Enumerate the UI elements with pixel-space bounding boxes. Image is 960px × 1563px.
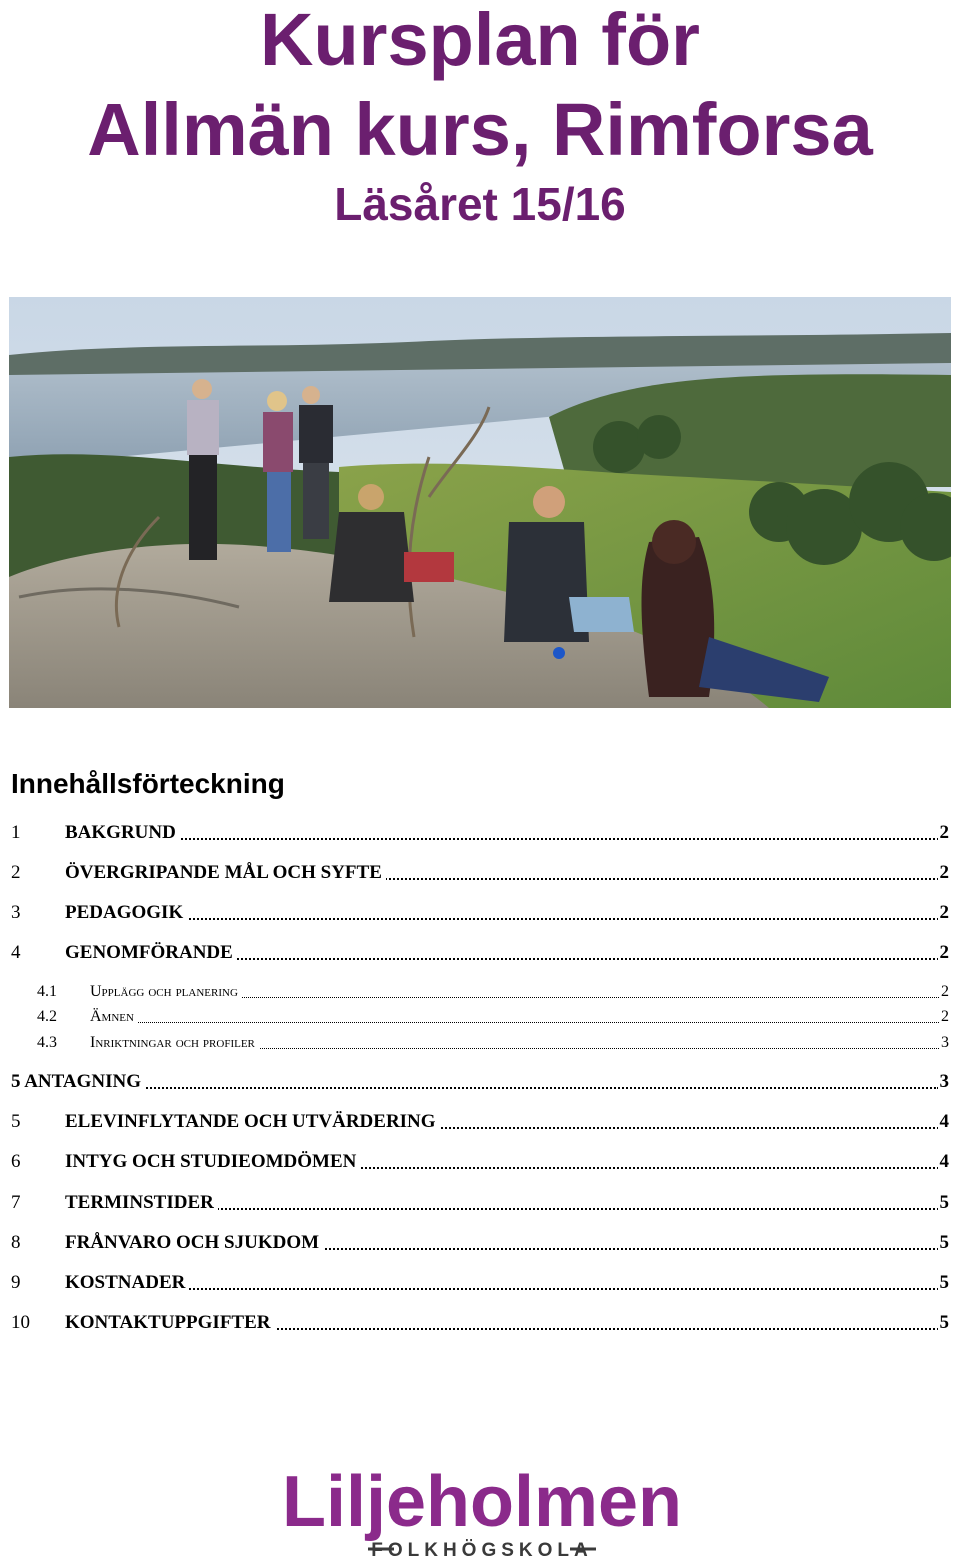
toc-entry-elevinflytande[interactable] [11, 1109, 949, 1135]
toc-label: TERMINSTIDER [65, 1190, 218, 1216]
toc-entry-pedagogik[interactable] [11, 900, 949, 926]
toc-number: 10 [11, 1312, 30, 1333]
toc-page: 2 [938, 900, 950, 926]
toc-page: 3 [938, 1069, 950, 1095]
toc-entry-bakgrund[interactable] [11, 820, 949, 846]
person-standing-1 [187, 379, 219, 560]
cover-photo [9, 297, 951, 708]
toc-number: 5 [11, 1111, 21, 1132]
toc-label: GENOMFÖRANDE [65, 940, 237, 966]
toc-page: 4 [938, 1109, 950, 1135]
toc-label: BAKGRUND [65, 820, 180, 846]
toc-label: ÖVERGRIPANDE MÅL OCH SYFTE [65, 860, 386, 886]
toc-label: INTYG OCH STUDIEOMDÖMEN [65, 1149, 360, 1175]
person-standing-3 [299, 386, 333, 539]
toc-page: 5 [938, 1230, 950, 1256]
liljeholmen-logo [272, 1462, 692, 1562]
logo-wordmark: Liljeholmen [281, 1462, 683, 1542]
toc-label: KONTAKTUPPGIFTER [65, 1310, 275, 1336]
toc-number: 4.2 [37, 1008, 57, 1025]
toc-heading: Innehållsförteckning [11, 768, 285, 799]
toc-number: 3 [11, 902, 21, 923]
toc-page: 5 [938, 1190, 950, 1216]
toc-number: 2 [11, 862, 21, 883]
toc-entry-inriktningar[interactable] [11, 1032, 949, 1054]
toc-entry-upplagg[interactable] [11, 981, 949, 1003]
toc-page: 2 [938, 940, 950, 966]
toc-entry-overgripande[interactable] [11, 860, 949, 886]
toc-page: 4 [938, 1149, 950, 1175]
person-standing-2 [263, 391, 293, 552]
toc-number: 4.3 [37, 1034, 57, 1051]
toc-number: 7 [11, 1192, 21, 1213]
subtitle: Läsåret 15/16 [334, 178, 626, 230]
toc-entry-kontaktuppgifter[interactable] [11, 1310, 949, 1336]
toc-page: 5 [938, 1270, 950, 1296]
toc-label: Ämnen [90, 1006, 138, 1028]
toc-number: 1 [11, 822, 21, 843]
toc-leader [11, 1087, 939, 1089]
toc-label: Upplägg och planering [90, 981, 242, 1003]
toc-entry-genomforande[interactable] [11, 940, 949, 966]
toc-page: 2 [938, 820, 950, 846]
toc-entry-terminstider[interactable] [11, 1190, 949, 1216]
toc-entry-franvaro[interactable] [11, 1230, 949, 1256]
toc-leader [65, 1288, 939, 1290]
toc-page: 2 [938, 860, 950, 886]
toc-page: 2 [939, 981, 949, 1003]
toc-leader [90, 1022, 939, 1023]
toc-label: KOSTNADER [65, 1270, 189, 1296]
toc-number: 8 [11, 1232, 21, 1253]
toc-number: 4.1 [37, 983, 57, 1000]
toc-number: 4 [11, 942, 21, 963]
toc-entry-intyg[interactable] [11, 1149, 949, 1175]
toc-label: 5 ANTAGNING [11, 1069, 145, 1095]
logo-tagline: FOLKHÖGSKOLA [371, 1540, 593, 1561]
toc-number: 6 [11, 1151, 21, 1172]
toc-page: 3 [939, 1032, 949, 1054]
toc-number: 9 [11, 1272, 21, 1293]
toc-entry-amnen[interactable] [11, 1006, 949, 1028]
toc-label: PEDAGOGIK [65, 900, 187, 926]
toc-page: 5 [938, 1310, 950, 1336]
toc-label: ELEVINFLYTANDE OCH UTVÄRDERING [65, 1109, 440, 1135]
toc-page: 2 [939, 1006, 949, 1028]
title-line-1: Kursplan för [260, 0, 700, 81]
toc-label: Inriktningar och profiler [90, 1032, 259, 1054]
toc-label: FRÅNVARO OCH SJUKDOM [65, 1230, 323, 1256]
toc-leader [65, 838, 939, 840]
toc-entry-kostnader[interactable] [11, 1270, 949, 1296]
toc-leader [65, 918, 939, 920]
title-line-2: Allmän kurs, Rimforsa [87, 88, 873, 171]
toc-entry-antagning[interactable] [11, 1069, 949, 1095]
